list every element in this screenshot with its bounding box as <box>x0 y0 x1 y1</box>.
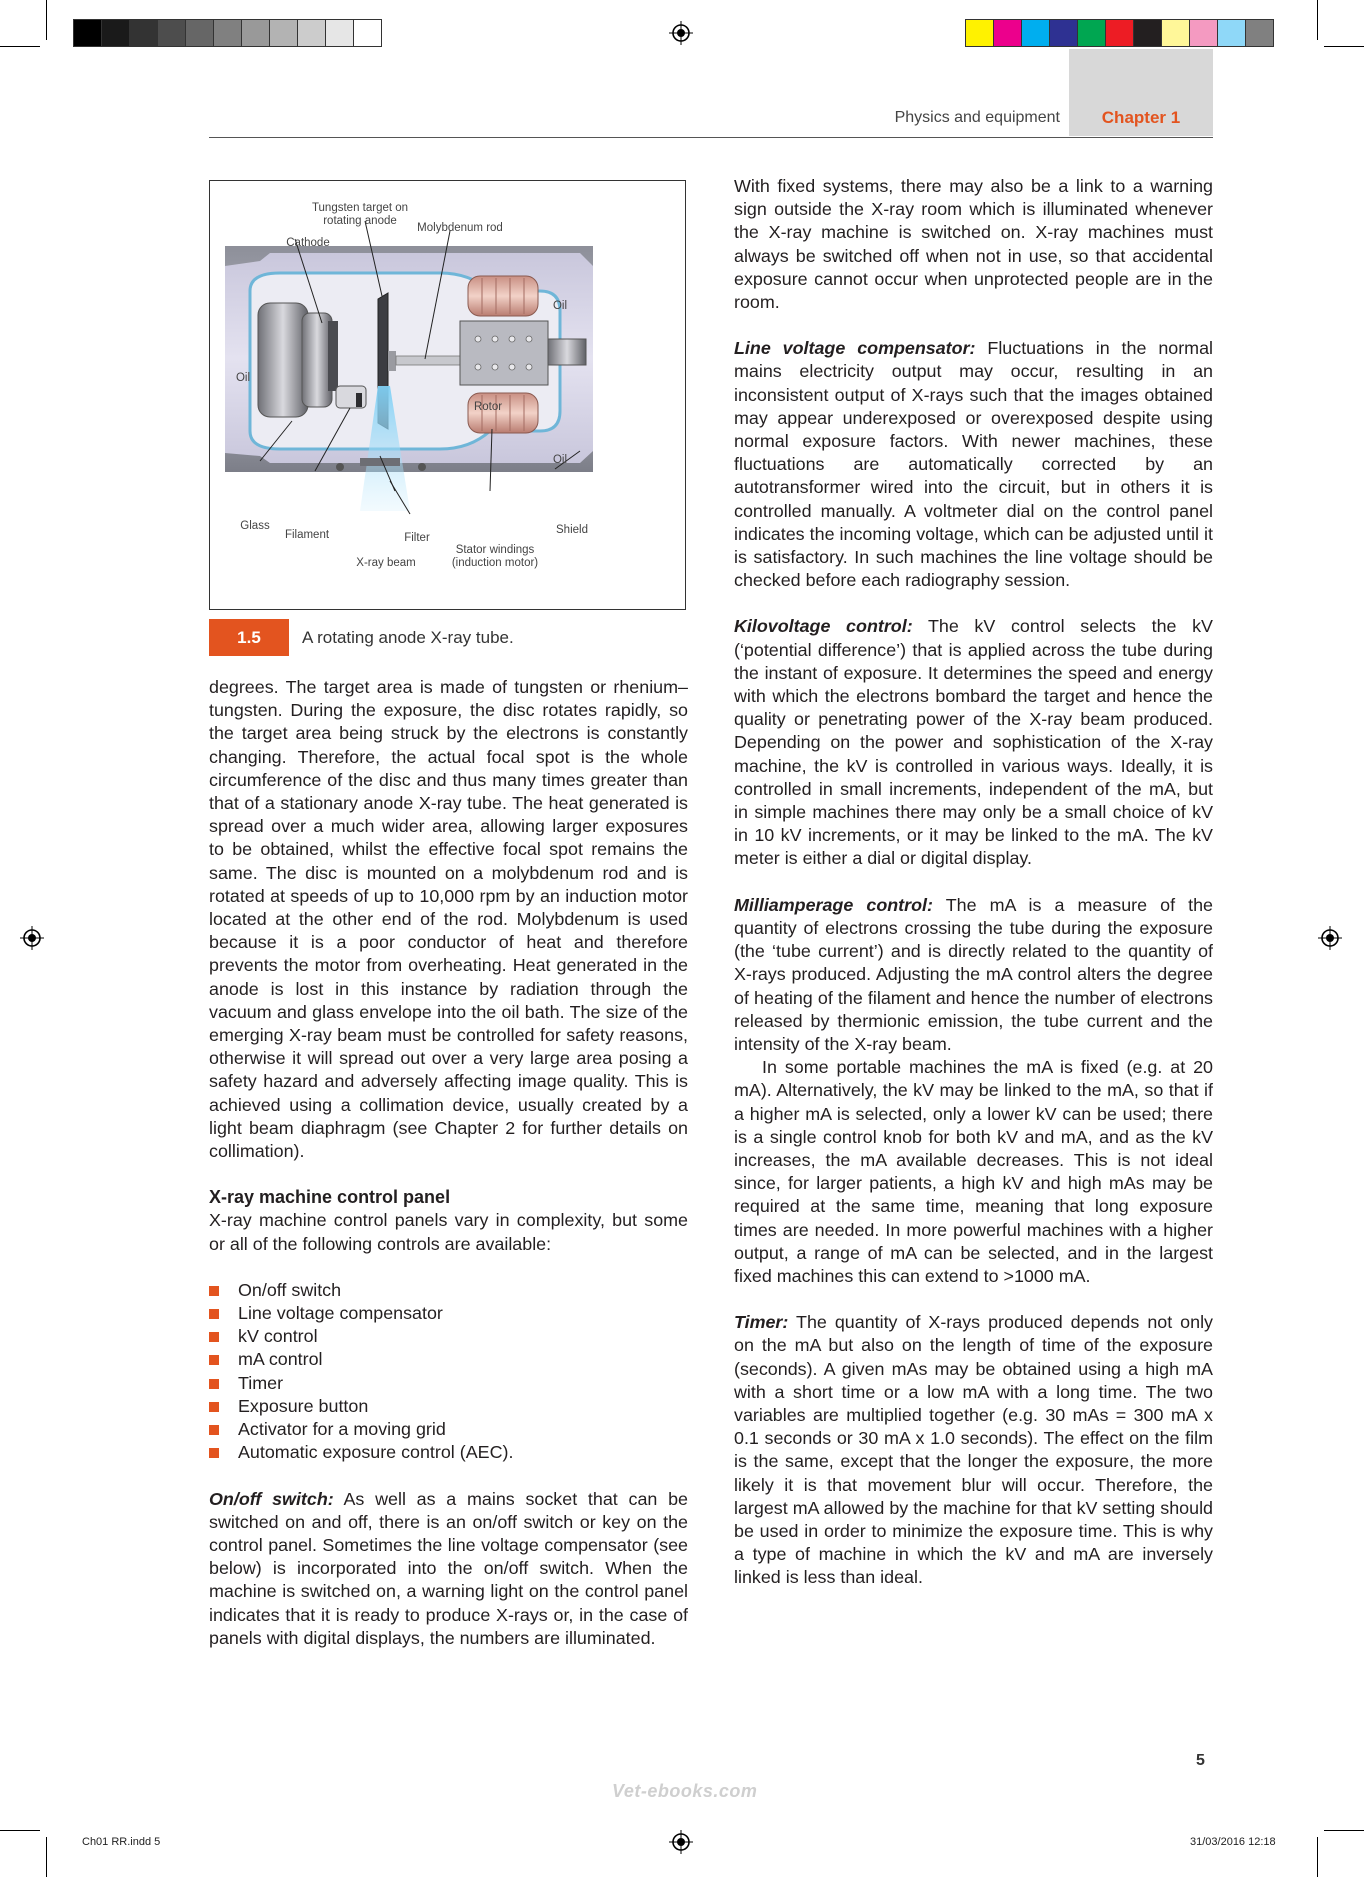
color-swatch <box>353 19 382 47</box>
run-in-text: Fluctuations in the normal mains electricity output may occur, resulting in an inconsistent output of X-rays such that the images obtained may appear underexposed or overexposed despite using normal exposure factors. With newer machines, these fluctuations are automatically corrected by an autotransformer wired into the circuit, but in others it is controlled manually. A voltmeter dial on the control panel indicates the incoming voltage, which can be adjusted until it is satisfactory. In such machines the line voltage should be checked before each radiography session. <box>734 338 1213 591</box>
label-filament: Filament <box>284 529 330 541</box>
run-in-text: The mA is a measure of the quantity of electrons crossing the tube during the exposure (the ‘tube current’) and is directly related to the quantity of X-rays produced. Adjusting the mA control alters the degree of heating of the filament and hence the number of electrons released by thermionic emission, the tube current and the intensity of the X-ray beam. <box>734 894 1213 1054</box>
crop-mark <box>0 46 40 47</box>
body-paragraph <box>734 1311 1213 1589</box>
list-item: Timer <box>209 1372 688 1395</box>
crop-mark <box>0 1830 40 1831</box>
label-xray-beam: X-ray beam <box>356 557 416 569</box>
color-swatch <box>1105 19 1134 47</box>
label-glass: Glass <box>240 520 270 532</box>
color-swatch <box>73 19 102 47</box>
color-swatch <box>213 19 242 47</box>
crop-mark <box>1317 1837 1318 1877</box>
color-swatch <box>129 19 158 47</box>
label-tungsten-target: Tungsten target on <box>311 202 409 214</box>
body-paragraph: In some portable machines the mA is fixed (e.g. at 20 mA). Alternatively, the kV may be linked to the mA, so that if a higher mA is selected, only a lower kV can be used; there is a single control knob for both kV and mA, and as the kV increases, the mA available decreases. This is not ideal since, for larger patients, a high kV and high mAs may be required at the same time, meaning that long exposure times are needed. In more powerful machines with a higher output, a range of mA can be selected, and in the largest fixed machines this can extend to >1000 mA. <box>734 1057 1213 1286</box>
xray-tube-illustration <box>210 181 685 609</box>
color-swatch <box>269 19 298 47</box>
color-swatch <box>1077 19 1106 47</box>
grayscale-swatch-bar <box>74 19 382 47</box>
body-paragraph: X-ray machine control panels vary in complexity, but some or all of the following controls are available: <box>209 1210 688 1254</box>
figure-xray-tube <box>209 180 686 610</box>
running-header-section: Physics and equipment <box>894 109 1060 126</box>
color-swatch <box>965 19 994 47</box>
crop-mark <box>1317 0 1318 40</box>
label-filter: Filter <box>404 532 430 544</box>
registration-mark-icon <box>669 21 693 45</box>
label-rotor: Rotor <box>473 401 503 413</box>
color-swatch <box>1133 19 1162 47</box>
label-molybdenum-rod: Molybdenum rod <box>417 222 503 234</box>
label-oil-right: Oil <box>552 454 568 466</box>
crop-mark <box>1324 1830 1364 1831</box>
run-in-text: As well as a mains socket that can be switched on and off, there is an on/off switch or key on the control panel. Sometimes the line voltage compensator (see below) is incorporated into the on/off switch. When the machine is switched on, a warning light on the control panel indicates that it is ready to produce X-rays or, in the case of panels with digital displays, the numbers are illuminated. <box>209 1488 688 1648</box>
run-in-text: The quantity of X-rays produced depends not only on the mA but also on the length of time of the exposure (seconds). A given mAs may be obtained using a high mA with a short time or a low mA with a long time. The two variables are multiplied together (e.g. 30 mAs = 300 mA x 0.1 seconds or 30 mA x 1.0 seconds). The effect on the film is the same, except that the longer the exposure, the more likely it is that movement blur will occur. Therefore, the largest mA allowed by the machine for that kV setting should be used in order to minimize the exposure time. This is why a type of machine in which the kV and mA are inversely linked is less than ideal. <box>734 1312 1213 1588</box>
crop-mark <box>46 0 47 40</box>
list-item: Automatic exposure control (AEC). <box>209 1441 688 1464</box>
crop-mark <box>46 1837 47 1877</box>
controls-list <box>209 1279 688 1465</box>
run-in-heading: Kilovoltage control: <box>734 616 913 637</box>
body-paragraph <box>734 615 1213 870</box>
right-column <box>734 175 1213 1590</box>
color-swatch-bar <box>966 19 1274 47</box>
list-item: Exposure button <box>209 1395 688 1418</box>
label-stator-windings-2: (induction motor) <box>451 557 539 569</box>
color-swatch <box>993 19 1022 47</box>
color-swatch <box>101 19 130 47</box>
label-tungsten-target-2: rotating anode <box>323 215 397 227</box>
figure-number: 1.5 <box>209 619 289 656</box>
label-oil-top: Oil <box>552 300 568 312</box>
registration-mark-icon <box>1318 926 1342 950</box>
color-swatch <box>1245 19 1274 47</box>
color-swatch <box>1189 19 1218 47</box>
registration-mark-icon <box>20 926 44 950</box>
body-paragraph <box>734 894 1213 1056</box>
color-swatch <box>1217 19 1246 47</box>
color-swatch <box>1021 19 1050 47</box>
running-header-chapter: Chapter 1 <box>1101 108 1181 127</box>
list-item: Line voltage compensator <box>209 1302 688 1325</box>
slug-filename: Ch01 RR.indd 5 <box>82 1836 161 1848</box>
color-swatch <box>157 19 186 47</box>
list-item: Activator for a moving grid <box>209 1418 688 1441</box>
watermark-logo: Vet-ebooks.com <box>612 1781 758 1801</box>
color-swatch <box>1049 19 1078 47</box>
body-paragraph: With fixed systems, there may also be a link to a warning sign outside the X-ray room which is illuminated whenever the X-ray machine is switched on. X-ray machines must always be switched off when not in use, so that accidental exposure cannot occur when unprotected people are in the room. <box>734 176 1213 313</box>
list-item: On/off switch <box>209 1279 688 1302</box>
run-in-text: The kV control selects the kV (‘potential difference’) that is applied across the tube during the instant of exposure. It determines the speed and energy with which the electrons bombard the target and hence the quality or penetrating power of the X-ray beam produced. Depending on the power and sophistication of the X-ray machine, the kV is controlled in various ways. Ideally, it is controlled in small increments, independent of the mA, but in simple machines there may only be a small choice of kV in 10 kV increments, or it may be linked to the mA. The kV meter is either a dial or digital display. <box>734 616 1213 869</box>
list-item: mA control <box>209 1348 688 1371</box>
label-oil-left: Oil <box>235 372 251 384</box>
run-in-heading: Milliamperage control: <box>734 894 933 915</box>
label-stator-windings: Stator windings <box>455 544 535 556</box>
body-paragraph: degrees. The target area is made of tungsten or rhenium–tungsten. During the exposure, the disc rotates rapidly, so the target area being struck by the electrons is constantly changing. Therefore, the actual focal spot is the whole circumference of the disc and thus many times greater than that of a stationary anode X-ray tube. The heat generated is spread over a much wider area, allowing larger exposures to be obtained, whilst the effective focal spot remains the same. The disc is mounted on a molybdenum rod and is rotated at speeds of up to 10,000 rpm by an induction motor located at the other end of the rod. Molybdenum is used because it is a poor conductor of heat and therefore prevents the motor from overheating. Heat generated in the anode is lost in this instance by radiation through the vacuum and glass envelope into the oil bath. The size of the emerging X-ray beam must be controlled for safety reasons, otherwise it will spread out over a very large area posing a safety hazard and adversely affecting image quality. This is achieved using a collimation device, usually created by a light beam diaphragm (see Chapter 2 for further details on collimation). <box>209 677 688 1162</box>
crop-mark <box>1324 46 1364 47</box>
page-number: 5 <box>1196 1752 1205 1769</box>
run-in-heading: On/off switch: <box>209 1488 334 1509</box>
label-shield: Shield <box>556 524 588 536</box>
run-in-heading: Line voltage compensator: <box>734 338 976 359</box>
color-swatch <box>185 19 214 47</box>
registration-mark-icon <box>669 1830 693 1854</box>
body-paragraph <box>734 337 1213 592</box>
run-in-heading: Timer: <box>734 1312 789 1333</box>
body-paragraph <box>209 1488 688 1650</box>
color-swatch <box>325 19 354 47</box>
color-swatch <box>297 19 326 47</box>
figure-caption: A rotating anode X-ray tube. <box>302 628 514 647</box>
header-rule <box>209 137 1213 138</box>
color-swatch <box>241 19 270 47</box>
slug-timestamp: 31/03/2016 12:18 <box>1190 1836 1276 1848</box>
label-cathode: Cathode <box>286 237 330 249</box>
list-item: kV control <box>209 1325 688 1348</box>
color-swatch <box>1161 19 1190 47</box>
left-column <box>209 676 688 1650</box>
subheading-control-panel: X-ray machine control panel <box>209 1187 451 1208</box>
